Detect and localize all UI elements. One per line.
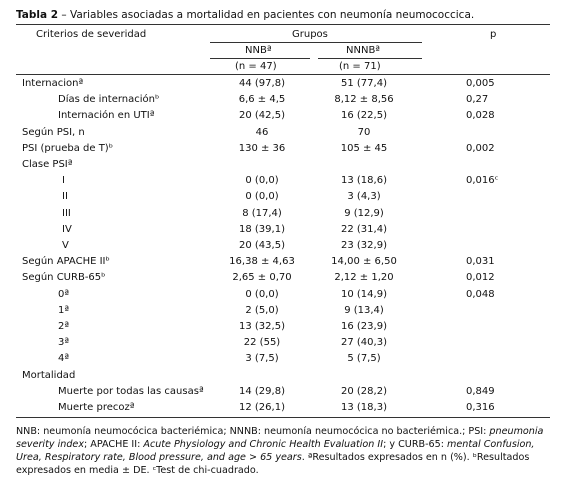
header-p: p [490,29,497,40]
table-footnote [16,425,552,477]
table-row [0,173,564,189]
table-row [0,189,564,205]
nnnb-value: 16 (23,9) [341,321,387,332]
row-label: I [62,175,65,186]
nnnb-value: 14,00 ± 6,50 [331,256,397,267]
nnb-value: 22 (55) [243,337,281,348]
nnnb-value: 5 (7,5) [347,353,381,364]
nnnb-value: 70 [357,127,371,138]
p-value: 0,048 [466,289,495,300]
table-row [0,368,564,384]
header-nnb-n: (n = 47) [235,61,277,72]
nnb-value: 12 (26,1) [239,402,285,413]
table-caption: – Variables asociadas a mortalidad en pacientes con neumonía neumococcica. [58,9,475,21]
row-label: Clase PSIª [22,159,73,170]
p-value: 0,849 [466,386,495,397]
table-row [0,254,564,270]
footnote-text-2: ; APACHE II: [84,439,144,450]
footnote-text-4: . ªResultados expresados en n (%). ᵇResultados expresados en media ± DE. ᶜTest de chi-cuadrado. [16,452,530,476]
row-label: 1ª [58,305,70,316]
table-row [0,270,564,286]
row-label: Según PSI, n [22,127,85,138]
nnb-value: 20 (42,5) [239,110,285,121]
p-value: 0,031 [466,256,495,267]
n-rule-nnnb [318,58,422,59]
nnnb-value: 16 (22,5) [341,110,387,121]
row-label: V [62,240,69,251]
row-label: III [62,208,71,219]
nnnb-value: 105 ± 45 [340,143,388,154]
p-value: 0,002 [466,143,495,154]
nnb-value: 13 (32,5) [239,321,285,332]
table-row [0,206,564,222]
nnnb-value: 23 (32,9) [341,240,387,251]
table-row [0,319,564,335]
row-label: Muerte por todas las causasª [58,386,204,397]
table-title [16,9,474,21]
row-label: 2ª [58,321,70,332]
table-row [0,125,564,141]
header-nnnb-n: (n = 71) [339,61,381,72]
nnb-value: 18 (39,1) [239,224,285,235]
nnnb-value: 27 (40,3) [341,337,387,348]
table-row [0,92,564,108]
row-label: Días de internaciónᵇ [58,94,160,105]
nnb-value: 8 (17,4) [242,208,282,219]
row-label: Internación en UTIª [58,110,155,121]
table-row [0,108,564,124]
header-nnb: NNBª [245,45,272,56]
footnote-text-3: ; y CURB-65: [383,439,448,450]
nnb-value: 130 ± 36 [238,143,286,154]
table-row [0,287,564,303]
table-row [0,384,564,400]
p-value: 0,316 [466,402,495,413]
p-value: 0,016ᶜ [466,175,499,186]
nnb-value: 14 (29,8) [239,386,285,397]
header-criterios: Criterios de severidad [36,29,147,40]
table-row [0,400,564,416]
table-row [0,157,564,173]
nnb-value: 6,6 ± 4,5 [238,94,286,105]
header-bottom-rule [16,74,550,75]
table-number: Tabla 2 [16,9,59,21]
table-row [0,335,564,351]
nnnb-value: 22 (31,4) [341,224,387,235]
nnb-value: 16,38 ± 4,63 [229,256,295,267]
nnnb-value: 13 (18,6) [341,175,387,186]
row-label: Según CURB-65ᵇ [22,272,106,283]
row-label: PSI (prueba de T)ᵇ [22,143,113,154]
nnb-value: 44 (97,8) [239,78,285,89]
p-value: 0,028 [466,110,495,121]
nnb-value: 46 [255,127,269,138]
row-label: Según APACHE IIᵇ [22,256,110,267]
footnote-italic-2: Acute Physiology and Chronic Health Evaluation II [143,439,384,450]
nnb-value: 0 (0,0) [245,289,279,300]
table-row [0,76,564,92]
table-row [0,141,564,157]
header-nnnb: NNNBª [346,45,381,56]
table-row [0,351,564,367]
p-value: 0,005 [466,78,495,89]
row-label: II [62,191,68,202]
nnnb-value: 8,12 ± 8,56 [334,94,394,105]
nnnb-value: 3 (4,3) [347,191,381,202]
nnnb-value: 9 (12,9) [344,208,384,219]
row-label: 3ª [58,337,70,348]
nnb-value: 2,65 ± 0,70 [232,272,292,283]
nnb-value: 2 (5,0) [245,305,279,316]
row-label: Internacionª [22,78,84,89]
nnnb-value: 2,12 ± 1,20 [334,272,394,283]
n-rule-nnb [210,58,310,59]
footnote-italic-3: mental Confusion, Urea, Respiratory rate, Blood pressure, and age > 65 years [16,439,535,463]
row-label: Mortalidad [22,370,76,381]
nnb-value: 0 (0,0) [245,191,279,202]
nnb-value: 3 (7,5) [245,353,279,364]
nnnb-value: 13 (18,3) [341,402,387,413]
footnote-text-1: NNB: neumonía neumocócica bacteriémica; NNNB: neumonía neumocócica no bacteriémica.; PSI: [16,426,490,437]
nnnb-value: 9 (13,4) [344,305,384,316]
nnnb-value: 51 (77,4) [341,78,387,89]
row-label: 4ª [58,353,70,364]
nnb-value: 0 (0,0) [245,175,279,186]
p-value: 0,27 [466,94,489,105]
grupos-rule [210,42,422,43]
p-value: 0,012 [466,272,495,283]
table-row [0,222,564,238]
row-label: Muerte precozª [58,402,135,413]
top-rule [16,24,550,25]
table-row [0,238,564,254]
row-label: IV [62,224,72,235]
row-label: 0ª [58,289,70,300]
header-grupos: Grupos [292,29,328,40]
table-row [0,303,564,319]
nnb-value: 20 (43,5) [239,240,285,251]
nnnb-value: 10 (14,9) [341,289,387,300]
bottom-rule [16,417,550,418]
nnnb-value: 20 (28,2) [341,386,387,397]
footnote-italic-1: pneumonia severity index [16,426,544,450]
